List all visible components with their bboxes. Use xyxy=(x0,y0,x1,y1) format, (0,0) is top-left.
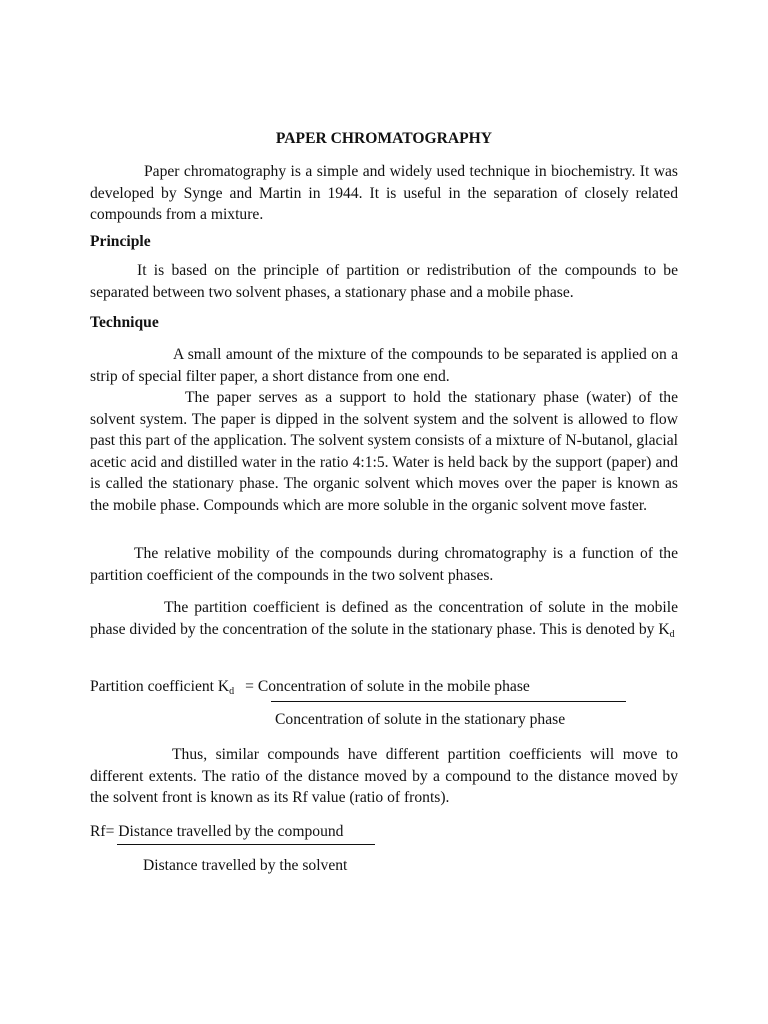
technique-paragraph-3: The relative mobility of the compounds during chromatography is a function of the partition coefficient of the compounds in the two solvent phases. xyxy=(90,545,678,584)
formula1-label: Partition coefficient K xyxy=(90,678,230,695)
technique-heading: Technique xyxy=(90,314,159,331)
formula1-numerator: = Concentration of solute in the mobile phase xyxy=(245,678,530,695)
principle-heading: Principle xyxy=(90,233,151,250)
document-page xyxy=(90,0,678,1024)
formula1-subscript: d xyxy=(229,686,235,697)
formula-partition-coefficient xyxy=(90,677,530,697)
technique-paragraph-2: The paper serves as a support to hold the stationary phase (water) of the solvent system. The paper is dipped in the solvent system and the solvent is allowed to flow past this part of the application. The solvent system consists of a mixture of N-butanol, glacial acetic acid and distilled water in the ratio 4:1:5. Water is held back by the support (paper) and is called the stationary phase. The organic solvent which moves over the paper is known as the mobile phase. Compounds which are more soluble in the organic solvent move faster. xyxy=(90,389,678,514)
conclusion-paragraph: Thus, similar compounds have different partition coefficients will move to different extents. The ratio of the distance moved by a compound to the distance moved by the solvent front is known as its Rf value (ratio of fronts). xyxy=(90,746,678,806)
formula1-denominator: Concentration of solute in the stationary phase xyxy=(275,711,566,728)
kd-subscript: d xyxy=(669,628,675,640)
partition-definition-text: The partition coefficient is defined as the concentration of solute in the mobile phase divided by the concentration of the solute in the stationary phase. This is denoted by K xyxy=(90,599,678,638)
formula2-denominator: Distance travelled by the solvent xyxy=(143,857,348,874)
intro-paragraph: Paper chromatography is a simple and widely used technique in biochemistry. It was developed by Synge and Martin in 1944. It is useful in the separation of closely related compounds from a mixture. xyxy=(90,163,678,223)
principle-paragraph: It is based on the principle of partition or redistribution of the compounds to be separated between two solvent phases, a stationary phase and a mobile phase. xyxy=(90,262,678,301)
formula2-numerator: Rf= Distance travelled by the compound xyxy=(90,823,344,840)
formula1-fraction-bar xyxy=(271,701,626,702)
technique-paragraph-1: A small amount of the mixture of the compounds to be separated is applied on a strip of special filter paper, a short distance from one end. xyxy=(90,346,678,385)
page-title: PAPER CHROMATOGRAPHY xyxy=(275,130,493,147)
formula2-fraction-bar xyxy=(117,844,375,845)
partition-definition-paragraph xyxy=(90,597,678,640)
